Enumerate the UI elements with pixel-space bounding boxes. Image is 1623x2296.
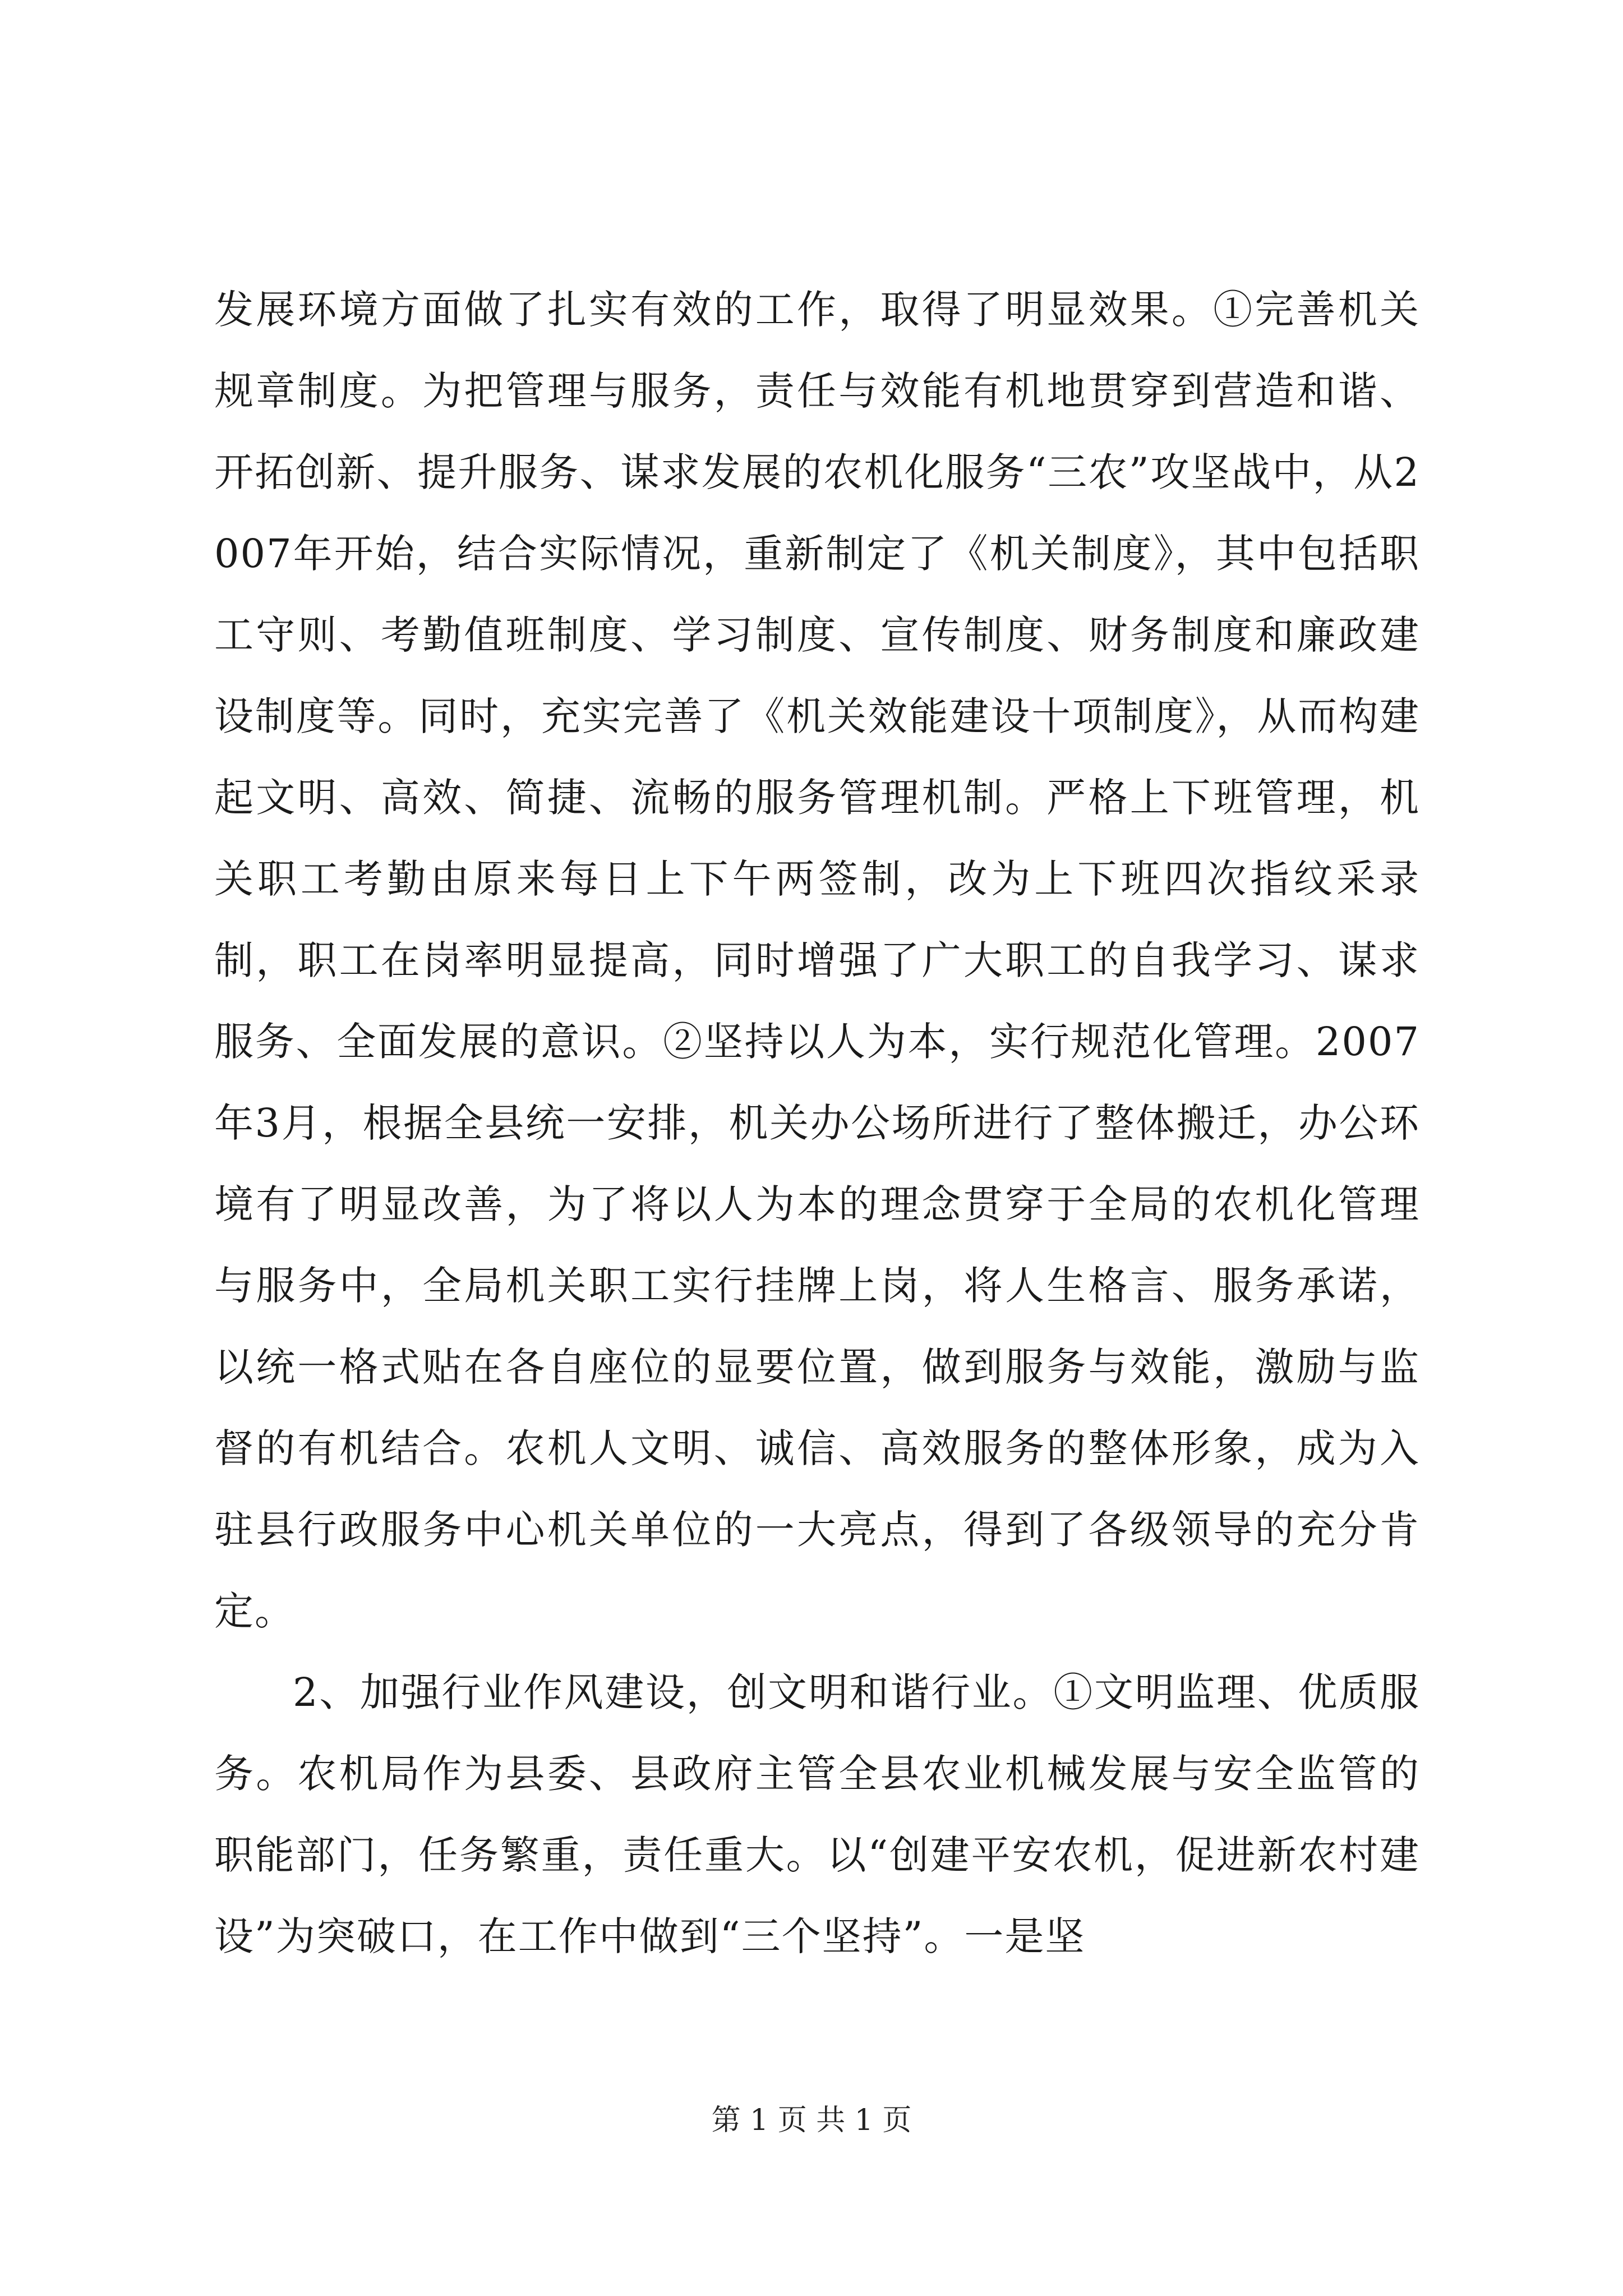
paragraph-1: 发展环境方面做了扎实有效的工作，取得了明显效果。①完善机关规章制度。为把管理与服务，责任与效能有机地贯穿到营造和谐、开拓创新、提升服务、谋求发展的农机化服务“三农”攻坚战中，从2007年开始，结合实际情况，重新制定了《机关制度》，其中包括职工守则、考勤值班制度、学习制度、宣传制度、财务制度和廉政建设制度等。同时，充实完善了《机关效能建设十项制度》，从而构建起文明、高效、简捷、流畅的服务管理机制。严格上下班管理，机关职工考勤由原来每日上下午两签制，改为上下班四次指纹采录制，职工在岗率明显提高，同时增强了广大职工的自我学习、谋求服务、全面发展的意识。②坚持以人为本，实行规范化管理。2007年3月，根据全县统一安排，机关办公场所进行了整体搬迁，办公环境有了明显改善，为了将以人为本的理念贯穿于全局的农机化管理与服务中，全局机关职工实行挂牌上岗，将人生格言、服务承诺，以统一格式贴在各自座位的显要位置，做到服务与效能，激励与监督的有机结合。农机人文明、诚信、高效服务的整体形象，成为入驻县行政服务中心机关单位的一大亮点，得到了各级领导的充分肯定。: [214, 287, 1420, 1634]
paragraph-2: 2、加强行业作风建设，创文明和谐行业。①文明监理、优质服务。农机局作为县委、县政府主管全县农业机械发展与安全监管的职能部门，任务繁重，责任重大。以“创建平安农机，促进新农村建设”为突破口，在工作中做到“三个坚持”。一是坚: [214, 1669, 1420, 1959]
document-body: [214, 269, 1420, 1977]
page-footer: 第 1 页 共 1 页: [711, 2104, 912, 2137]
